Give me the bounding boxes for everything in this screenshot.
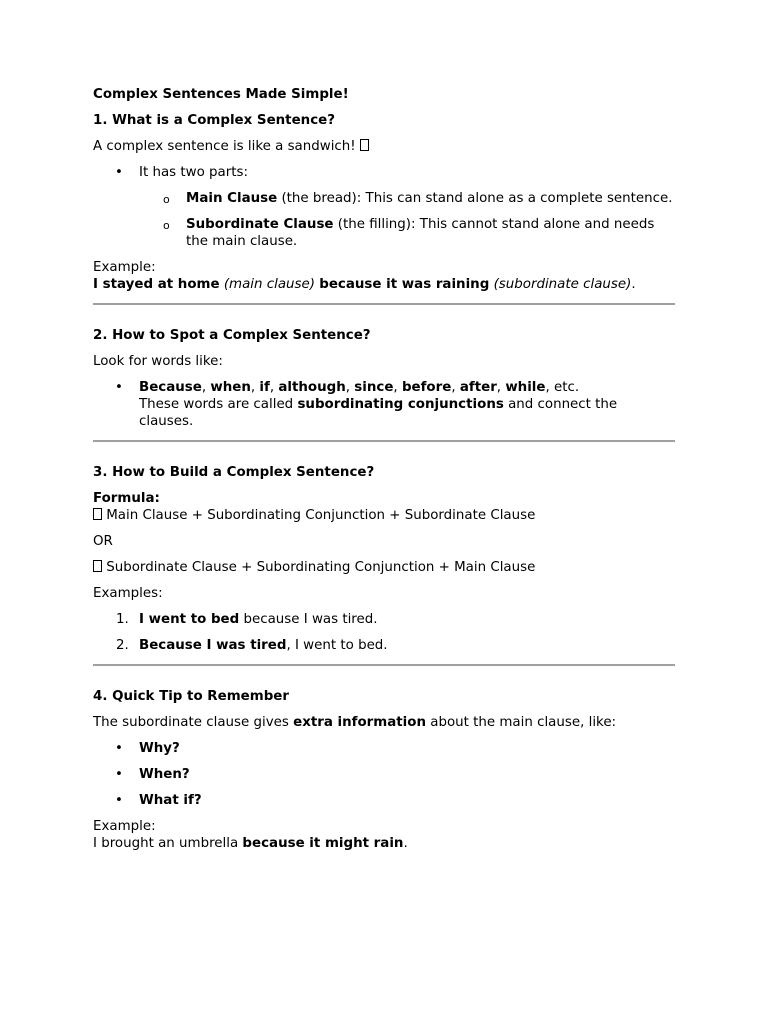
sandwich-icon [360, 139, 369, 151]
section-1-list [93, 164, 675, 250]
document-page [93, 86, 675, 861]
section-4-list [93, 740, 675, 809]
examples-label: Examples: [93, 586, 163, 601]
bullet-icon: • [115, 793, 123, 808]
pointer-icon [93, 508, 102, 520]
formula-block: Formula: Main Clause + Subordinating Conjunction + Subordinate Clause [93, 491, 536, 523]
section-4-example: Example: I brought an umbrella because it might rain. [93, 819, 408, 851]
circle-bullet-icon: o [163, 193, 170, 206]
divider [93, 440, 675, 442]
formula-alt: Subordinate Clause + Subordinating Conjunction + Main Clause [93, 559, 675, 576]
list-item-conjunctions: • Because, when, if, although, since, before, after, while, etc. These words are called subordinating conjunctions and connect the clauses. [115, 380, 618, 429]
examples-list [93, 611, 675, 654]
section-4-intro: The subordinate clause gives extra information about the main clause, like: [93, 715, 617, 730]
pointer-icon [93, 560, 102, 572]
section-2-list [93, 379, 675, 430]
bullet-icon: • [115, 380, 123, 395]
document-title: Complex Sentences Made Simple! [93, 87, 349, 102]
circle-bullet-icon: o [163, 219, 170, 232]
list-item: • When? [115, 767, 190, 782]
section-1-heading: 1. What is a Complex Sentence? [93, 113, 335, 128]
list-item-main-clause: o Main Clause (the bread): This can stand alone as a complete sentence. [163, 191, 673, 206]
section-2-heading: 2. How to Spot a Complex Sentence? [93, 328, 371, 343]
list-item-subordinate-clause: o Subordinate Clause (the filling): This cannot stand alone and needs the main clause. [163, 217, 655, 249]
list-item: • Why? [115, 741, 180, 756]
bullet-icon: • [115, 741, 123, 756]
section-2-intro: Look for words like: [93, 354, 223, 369]
section-1-example: Example: I stayed at home (main clause) because it was raining (subordinate clause). [93, 260, 636, 292]
list-item: 2. Because I was tired, I went to bed. [116, 638, 388, 653]
section-3-heading: 3. How to Build a Complex Sentence? [93, 465, 375, 480]
divider [93, 303, 675, 305]
list-item: 1. I went to bed because I was tired. [116, 612, 378, 627]
divider [93, 664, 675, 666]
list-item: • What if? [115, 793, 202, 808]
bullet-icon: • [115, 767, 123, 782]
or-text: OR [93, 534, 113, 549]
list-item: • It has two parts: [115, 165, 248, 180]
section-4-heading: 4. Quick Tip to Remember [93, 689, 289, 704]
section-1-intro: A complex sentence is like a sandwich! [93, 138, 675, 155]
bullet-icon: • [115, 165, 123, 180]
